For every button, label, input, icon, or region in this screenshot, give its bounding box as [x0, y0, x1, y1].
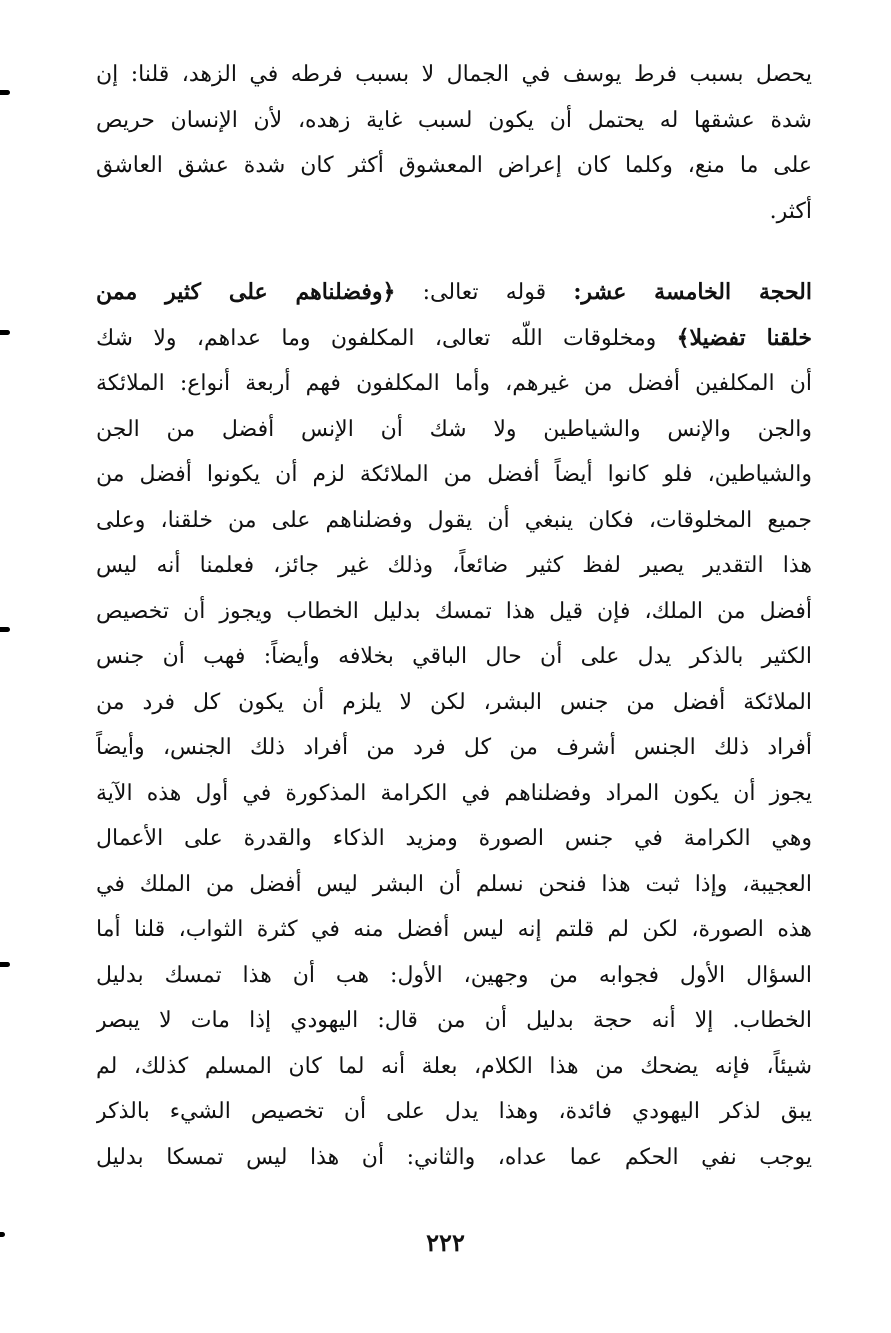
scan-edge-mark — [0, 1232, 5, 1237]
text-line: وهي الكرامة في جنس الصورة ومزيد الذكاء والقدرة على الأعمال — [96, 826, 812, 851]
text-line: شدة عشقها له يحتمل أن يكون لسبب غاية زهده، لأن الإنسان حريص — [96, 107, 812, 133]
text-line: هذا التقدير يصير لفظ كثير ضائعاً، وذلك غير جائز، فعلمنا أنه ليس — [96, 553, 812, 578]
scan-edge-mark — [0, 962, 10, 967]
text-line: أفضل من الملك، فإن قيل هذا تمسك بدليل الخطاب ويجوز أن تخصيص — [96, 598, 812, 624]
page-number: ٢٢٢ — [426, 1228, 465, 1257]
text-line: الملائكة أفضل من جنس البشر، لكن لا يلزم أن يكون كل فرد من — [96, 689, 812, 715]
text-line: أن المكلفين أفضل من غيرهم، وأما المكلفون فهم أربعة أنواع: الملائكة — [96, 371, 812, 396]
text-line: العجيبة، وإذا ثبت هذا فنحن نسلم أن البشر ليس أفضل من الملك في — [96, 871, 812, 897]
text-line: أفراد ذلك الجنس أشرف من كل فرد من أفراد ذلك الجنس، وأيضاً — [96, 735, 812, 760]
text-line: والشياطين، فلو كانوا أيضاً أفضل من الملائكة لزم أن يكونوا أفضل من — [96, 462, 812, 487]
scan-edge-mark — [0, 90, 10, 95]
paragraph-continued — [96, 52, 812, 234]
text-line: شيئاً، فإنه يضحك من هذا الكلام، بعلة أنه لما كان المسلم كذلك، لم — [96, 1053, 812, 1079]
text-line: جميع المخلوقات، فكان ينبغي أن يقول وفضلناهم على من خلقنا، وعلى — [96, 507, 812, 533]
scan-edge-mark — [0, 627, 10, 632]
text-line: يجوز أن يكون المراد وفضلناهم في الكرامة المذكورة في أول هذه الآية — [96, 780, 812, 806]
quran-quote-end: خلقنا تفضيلا﴾ — [676, 324, 812, 351]
quran-quote: ﴿وفضلناهم على كثير ممن — [96, 279, 396, 305]
text-line: الخطاب. إلا أنه حجة بدليل أن من قال: اليهودي إذا مات لا يبصر — [96, 1008, 812, 1033]
argument-heading: الحجة الخامسة عشر: — [573, 279, 812, 305]
text-line: أكثر. — [769, 198, 812, 224]
text-line: يبق لذكر اليهودي فائدة، وهذا يدل على أن تخصيص الشيء بالذكر — [96, 1099, 812, 1124]
text-line: يوجب نفي الحكم عما عداه، والثاني: أن هذا ليس تمسكا بدليل — [96, 1144, 812, 1170]
text-run: ومخلوقات اللّه تعالى، المكلفون وما عداهم، ولا شك — [96, 325, 677, 351]
text-line: السؤال الأول فجوابه من وجهين، الأول: هب أن هذا تمسك بدليل — [96, 962, 812, 988]
text-line-heading — [96, 270, 812, 316]
text-line: على ما منع، وكلما كان إعراض المعشوق أكثر كان شدة عشق العاشق — [96, 153, 812, 178]
text-line: يحصل بسبب فرط يوسف في الجمال لا بسبب فرطه في الزهد، قلنا: إن — [96, 62, 812, 87]
text-line: هذه الصورة، لكن لم قلتم إنه ليس أفضل منه في كثرة الثواب، قلنا أما — [96, 917, 812, 942]
text-line: الكثير بالذكر يدل على أن حال الباقي بخلافه وأيضاً: فهب أن جنس — [96, 644, 812, 669]
text-run: قوله تعالى: — [395, 280, 574, 305]
text-line: والجن والإنس والشياطين ولا شك أن الإنس أفضل من الجن — [96, 416, 812, 442]
text-line — [96, 316, 812, 362]
scan-edge-mark — [0, 330, 10, 335]
paragraph-fifteenth-argument — [96, 270, 812, 1180]
